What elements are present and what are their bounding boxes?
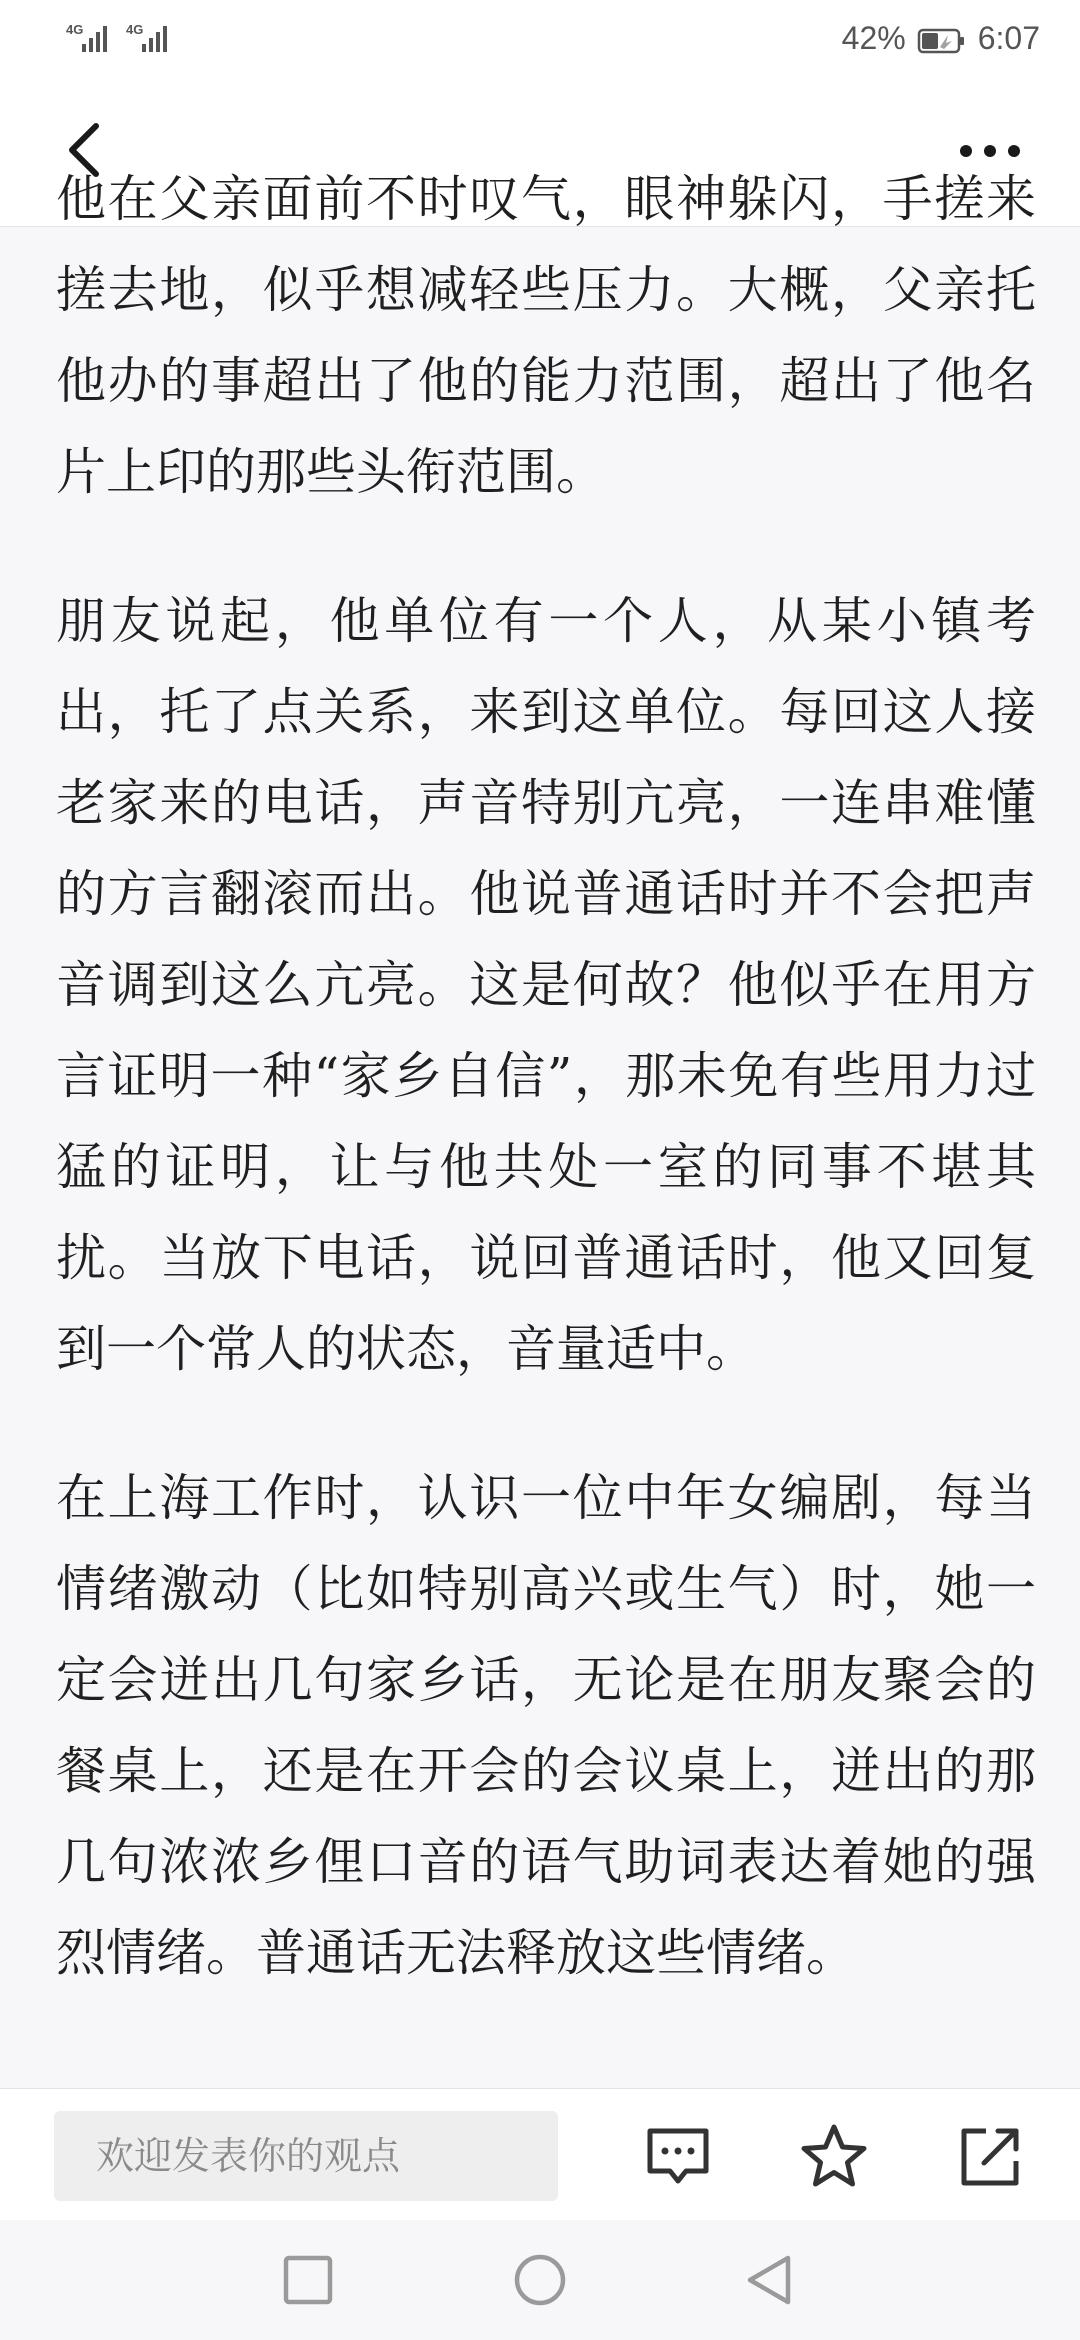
system-back-button[interactable] xyxy=(738,2248,802,2312)
battery-percent: 42% xyxy=(841,19,906,56)
signal-icon xyxy=(66,22,118,52)
article-paragraph: 他在父亲面前不时叹气，眼神躲闪，手搓来搓去地，似乎想减轻些压力。大概，父亲托他办的事超出了他的能力范围，超出了他名片上印的那些头衔范围。 xyxy=(56,170,1036,501)
comment-input[interactable]: 欢迎发表你的观点 xyxy=(54,2111,558,2201)
article-paragraph: 朋友说起，他单位有一个人，从某小镇考出，托了点关系，来到这单位。每回这人接老家来的电话，声音特别亢亮，一连串难懂的方言翻滚而出。他说普通话时并不会把声音调到这么亢亮。这是何故？他似乎在用方言证明一种“家乡自信”，那未免有些用力过猛的证明，让与他共处一室的同事不堪其扰。当放下电话，说回普通话时，他又回复到一个常人的状态，音量适中。 xyxy=(56,592,1036,1378)
share-button[interactable] xyxy=(952,2119,1028,2195)
status-right-group xyxy=(842,18,1040,58)
battery-icon xyxy=(918,25,966,51)
clock: 6:07 xyxy=(977,19,1040,56)
share-icon xyxy=(952,2119,1028,2195)
comment-bar xyxy=(0,2088,1080,2221)
status-bar xyxy=(0,0,1080,76)
article-body[interactable] xyxy=(0,170,1080,2087)
comment-button[interactable] xyxy=(640,2119,716,2195)
star-icon xyxy=(796,2119,872,2195)
recent-apps-icon xyxy=(276,2248,340,2312)
article-content xyxy=(56,154,1036,2057)
favorite-button[interactable] xyxy=(796,2119,872,2195)
comment-icon xyxy=(640,2119,716,2195)
home-icon xyxy=(508,2248,572,2312)
network-type-label: 4G xyxy=(126,22,144,37)
recent-apps-button[interactable] xyxy=(276,2248,340,2312)
system-nav-bar xyxy=(0,2220,1080,2340)
back-triangle-icon xyxy=(738,2248,802,2312)
network-type-label: 4G xyxy=(66,22,84,37)
signal-icon xyxy=(126,22,178,52)
article-paragraph: 在上海工作时，认识一位中年女编剧，每当情绪激动（比如特别高兴或生气）时，她一定会迸出几句家乡话，无论是在朋友聚会的餐桌上，还是在开会的会议桌上，迸出的那几句浓浓乡俚口音的语气助词表达着她的强烈情绪。普通话无法释放这些情绪。 xyxy=(56,1469,1036,1982)
home-button[interactable] xyxy=(508,2248,572,2312)
